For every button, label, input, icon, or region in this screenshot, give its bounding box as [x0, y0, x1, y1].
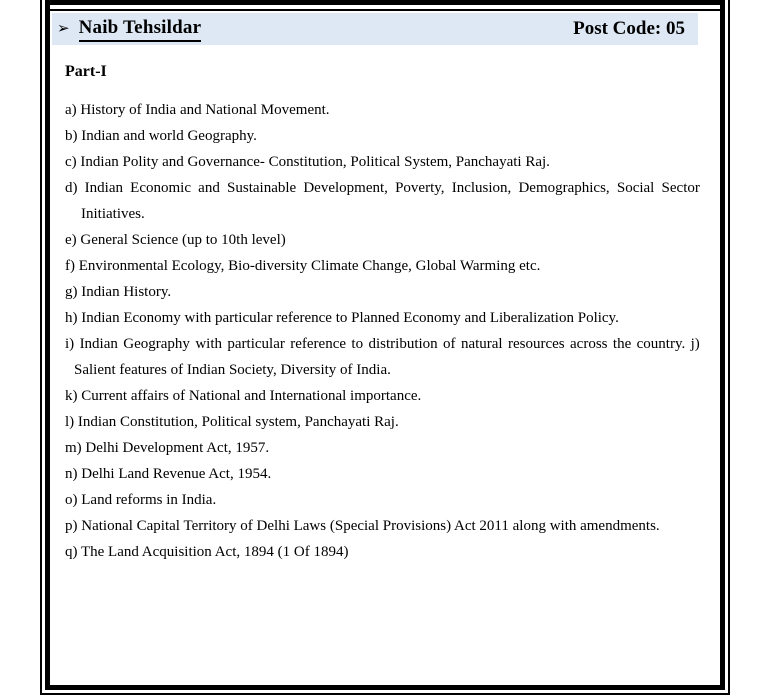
syllabus-line: m) Delhi Development Act, 1957.: [65, 440, 270, 456]
syllabus-line: p) National Capital Territory of Delhi Laws (Special Provisions) Act 2011 along with amendments.: [65, 518, 660, 534]
syllabus-line: Initiatives.: [81, 206, 145, 222]
syllabus-lines: [65, 97, 700, 565]
syllabus-line: l) Indian Constitution, Political system, Panchayati Raj.: [65, 414, 399, 430]
syllabus-line: c) Indian Polity and Governance- Constitution, Political System, Panchayati Raj.: [65, 154, 550, 170]
header-band: [52, 13, 698, 45]
post-title: Naib Tehsildar: [79, 17, 202, 42]
syllabus-line: d) Indian Economic and Sustainable Development, Poverty, Inclusion, Demographics, Social Sector: [65, 180, 700, 196]
syllabus-line: f) Environmental Ecology, Bio-diversity Climate Change, Global Warming etc.: [65, 258, 541, 274]
arrow-bullet-icon: ➢: [57, 20, 70, 37]
syllabus-line: g) Indian History.: [65, 284, 172, 300]
post-code: Post Code: 05: [573, 18, 685, 39]
part-heading: Part-I: [65, 63, 107, 80]
syllabus-line: h) Indian Economy with particular reference to Planned Economy and Liberalization Policy.: [65, 310, 619, 326]
header-top-rule: [50, 9, 720, 11]
header-title-group: [57, 17, 201, 42]
syllabus-content: [65, 62, 700, 565]
syllabus-line: k) Current affairs of National and International importance.: [65, 388, 422, 404]
syllabus-line: e) General Science (up to 10th level): [65, 232, 286, 248]
syllabus-line: q) The Land Acquisition Act, 1894 (1 Of 1894): [65, 544, 349, 560]
syllabus-line: o) Land reforms in India.: [65, 492, 217, 508]
syllabus-line: a) History of India and National Movement.: [65, 102, 330, 118]
syllabus-line: b) Indian and world Geography.: [65, 128, 257, 144]
syllabus-line: Salient features of Indian Society, Diversity of India.: [74, 362, 391, 378]
syllabus-line: i) Indian Geography with particular reference to distribution of natural resources across the country. j): [65, 336, 700, 352]
syllabus-line: n) Delhi Land Revenue Act, 1954.: [65, 466, 272, 482]
